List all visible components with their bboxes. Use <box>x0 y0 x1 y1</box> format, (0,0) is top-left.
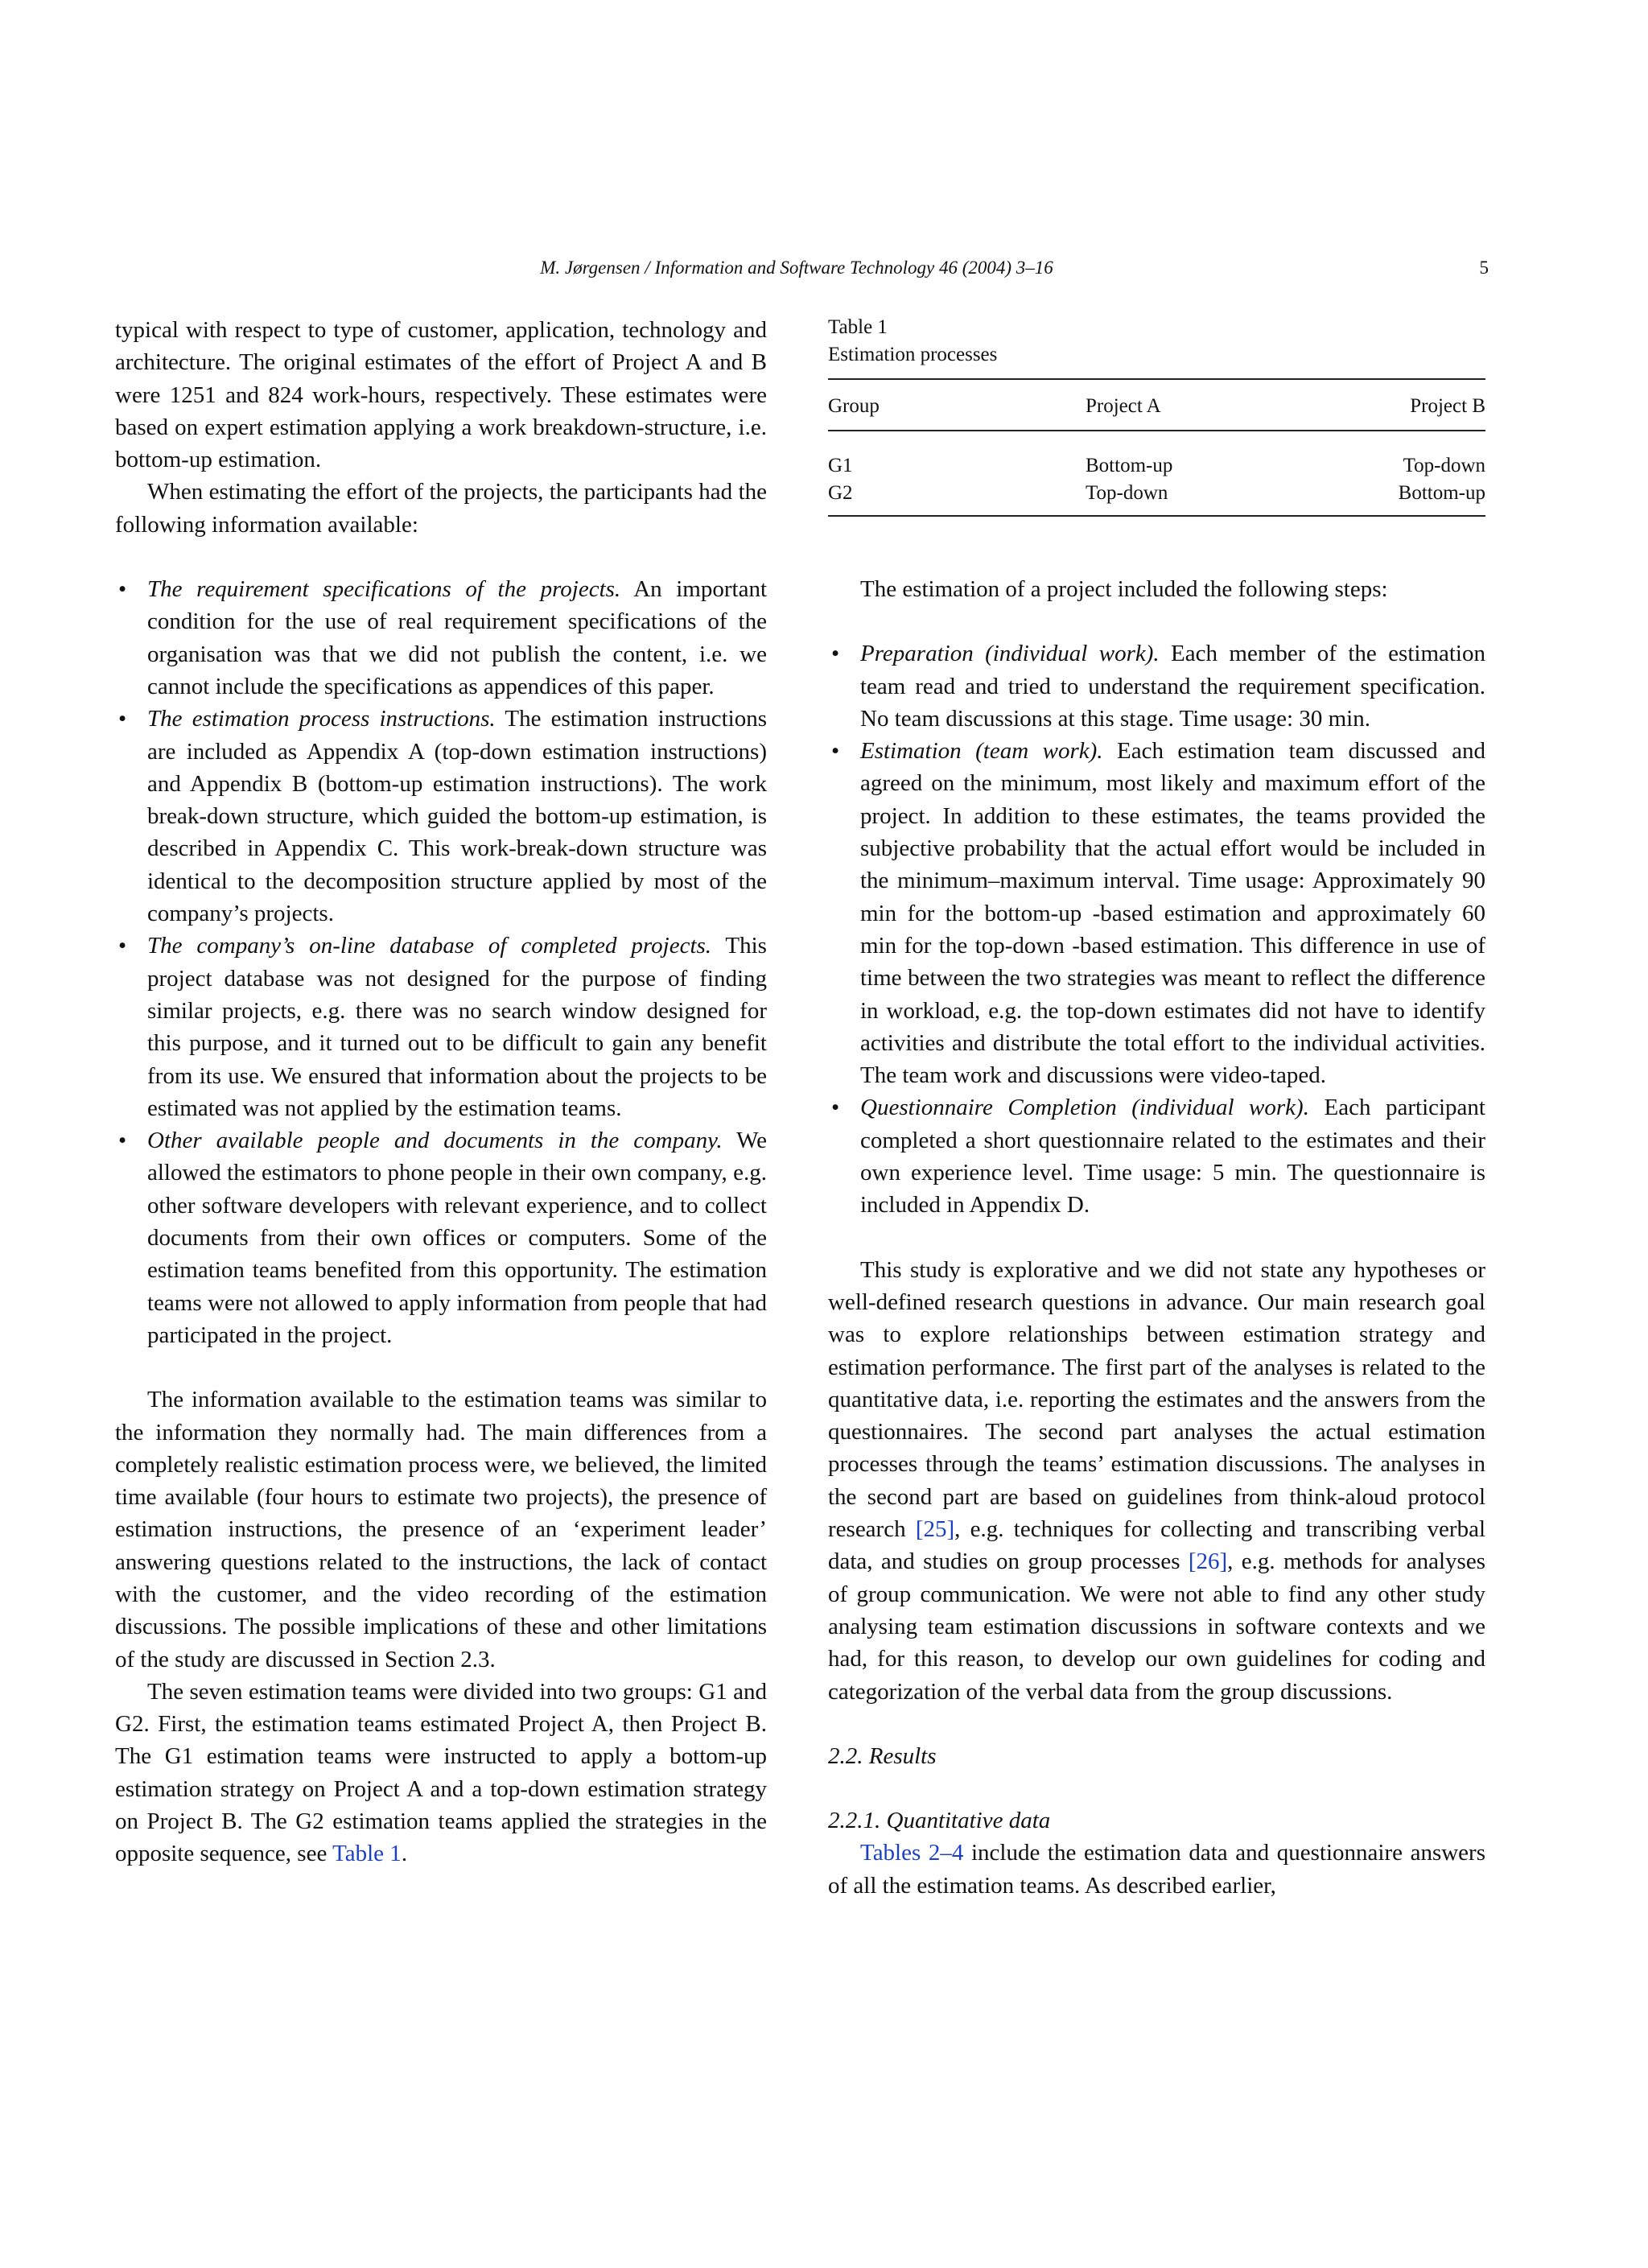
table-caption: Estimation processes <box>828 344 998 365</box>
table-cell: Bottom-up <box>1086 455 1173 476</box>
table-cell: Bottom-up <box>1327 480 1485 516</box>
list-item <box>115 930 767 1124</box>
left-column <box>115 314 767 1870</box>
paragraph <box>828 1254 1485 1708</box>
paragraph-text: , e.g. techniques for collecting and transcribing verbal data, and studies on group processes <box>828 1516 1486 1575</box>
list-item-body: The estimation instructions are included as Appendix A (top-down estimation instructions) and Appendix B (bottom-up estimation instructions). The work break-down structure, which guided the bottom-up estimation, is described in Appendix C. This work-break-down structure was identical to the decomposition structure applied by most of the company’s projects. <box>147 706 767 927</box>
table-header-row <box>828 379 1485 431</box>
list-item <box>115 1124 767 1351</box>
paragraph <box>115 1676 767 1870</box>
list-item-title: The requirement specifications of the projects. <box>147 576 621 603</box>
list-item-title: The company’s on-line database of completed projects. <box>147 933 712 959</box>
paragraph: The information available to the estimation teams was similar to the information they normally had. The main differences from a completely realistic estimation process were, we believed, the limited time available (four hours to estimate two projects), the presence of estimation instructions, the presence of an ‘experiment leader’ answering questions related to the instructions, the lack of contact with the customer, and the video recording of the estimation discussions. The possible implications of these and other limitations of the study are discussed in Section 2.3. <box>115 1387 767 1672</box>
list-item-title: Estimation (team work). <box>860 738 1103 765</box>
list-item-body: This project database was not designed for the purpose of finding similar projects, e.g. there was no search window designed for this purpose, and it turned out to be difficult to gain any benefit from its use. We ensured that information about the projects to be estimated was not applied by the estimation teams. <box>147 933 767 1121</box>
paragraph-text: , e.g. methods for analyses of group communication. We were not able to find any other study analysing team estimation discussions in software contexts and we had, for this reason, to develop our own guidelines for coding and categorization of the verbal data from the group discussions. <box>828 1548 1486 1705</box>
paragraph: The estimation of a project included the following steps: <box>860 576 1388 602</box>
bullet-icon: • <box>831 1095 840 1121</box>
table-row <box>828 431 1485 480</box>
estimation-table <box>828 378 1485 517</box>
running-title: M. Jørgensen / Information and Software Technology 46 (2004) 3–16 <box>540 258 1053 278</box>
paragraph-text: This study is explorative and we did not state any hypotheses or well-defined research questions in advance. Our main research goal was to explore relationships between estimation strategy and estimation performance. The first part of the analyses is related to the quantitative data, i.e. reporting the estimates and the answers from the questionnaires. The second part analyses the actual estimation processes through the teams’ estimation discussions. The analyses in the second part are based on guidelines from think-aloud protocol research <box>828 1256 1485 1543</box>
column-header: Project B <box>1327 379 1485 431</box>
citation-link-25[interactable]: [25] <box>915 1516 955 1543</box>
bullet-icon: • <box>118 1128 127 1154</box>
table-cell: G2 <box>828 480 1086 516</box>
info-list <box>115 573 767 1351</box>
table-cell: G1 <box>828 455 853 476</box>
subsection-heading: 2.2.1. Quantitative data <box>828 1808 1051 1834</box>
bullet-icon: • <box>831 738 840 765</box>
bullet-icon: • <box>118 933 127 959</box>
paragraph-text: The seven estimation teams were divided into two groups: G1 and G2. First, the estimation teams estimated Project A, then Project B. The G1 estimation teams were instructed to apply a bottom-up estimation strategy on Project A and a top-down estimation strategy on Project B. The G2 estimation teams applied the strategies in the opposite sequence, see <box>115 1678 767 1867</box>
paragraph-text: include the estimation data and questionnaire answers of all the estimation teams. As described earlier, <box>828 1840 1485 1899</box>
table-label: Table 1 <box>828 316 888 338</box>
list-item <box>828 1091 1485 1221</box>
table-1 <box>828 314 1485 517</box>
column-header: Project A <box>1086 379 1327 431</box>
paragraph: typical with respect to type of customer, application, technology and architecture. The original estimates of the effort of Project A and B were 1251 and 824 work-hours, respectively. These estimates were based on expert estimation applying a work breakdown-structure, i.e. bottom-up estimation. <box>115 317 767 473</box>
paragraph-end: . <box>401 1841 408 1867</box>
section-heading: 2.2. Results <box>828 1742 937 1769</box>
paragraph: When estimating the effort of the projects, the participants had the following information available: <box>115 479 767 538</box>
bullet-icon: • <box>118 576 127 603</box>
tables-2-4-link[interactable]: Tables 2–4 <box>860 1840 964 1866</box>
list-item <box>828 637 1485 735</box>
list-item-title: Questionnaire Completion (individual work). <box>860 1095 1309 1121</box>
list-item-body: Each participant completed a short questionnaire related to the estimates and their own experience level. Time usage: 5 min. The questionnaire is included in Appendix D. <box>860 1095 1485 1219</box>
bullet-icon: • <box>118 706 127 732</box>
right-column <box>828 314 1485 1902</box>
list-item-title: Other available people and documents in the company. <box>147 1128 723 1154</box>
steps-list <box>828 637 1485 1221</box>
list-item-body: We allowed the estimators to phone people in their own company, e.g. other software developers with relevant experience, and to collect documents from their own offices or computers. Some of the estimation teams benefited from this opportunity. The estimation teams were not allowed to apply information from people that had participated in the project. <box>147 1128 767 1348</box>
citation-link-26[interactable]: [26] <box>1188 1548 1228 1575</box>
list-item <box>828 735 1485 1091</box>
paragraph <box>828 1837 1485 1902</box>
list-item-body: An important condition for the use of real requirement specifications of the organisation was that we did not publish the content, i.e. we cannot include the specifications as appendices of this paper. <box>147 576 767 699</box>
list-item-body: Each estimation team discussed and agreed on the minimum, most likely and maximum effort of the project. In addition to these estimates, the teams provided the subjective probability that the actual effort would be included in the minimum–maximum interval. Time usage: Approximately 90 min for the bottom-up -based estimation and approximately 60 min for the top-down -based estimation. This difference in use of time between the two strategies was meant to reflect the difference in workload, e.g. the top-down estimates did not have to identify activities and distribute the total effort to the individual activities. The team work and discussions were video-taped. <box>860 738 1485 1089</box>
page-number: 5 <box>1479 258 1489 278</box>
table-cell: Top-down <box>1086 480 1327 516</box>
list-item-title: Preparation (individual work). <box>860 641 1160 667</box>
list-item-body: Each member of the estimation team read and tried to understand the requirement specification. No team discussions at this stage. Time usage: 30 min. <box>860 641 1485 732</box>
bullet-icon: • <box>831 641 840 667</box>
list-item-title: The estimation process instructions. <box>147 706 496 732</box>
list-item <box>115 573 767 703</box>
list-item <box>115 703 767 930</box>
table-1-link[interactable]: Table 1 <box>332 1841 402 1867</box>
column-header: Group <box>828 379 1086 431</box>
table-row <box>828 480 1485 516</box>
table-cell: Top-down <box>1403 455 1485 476</box>
